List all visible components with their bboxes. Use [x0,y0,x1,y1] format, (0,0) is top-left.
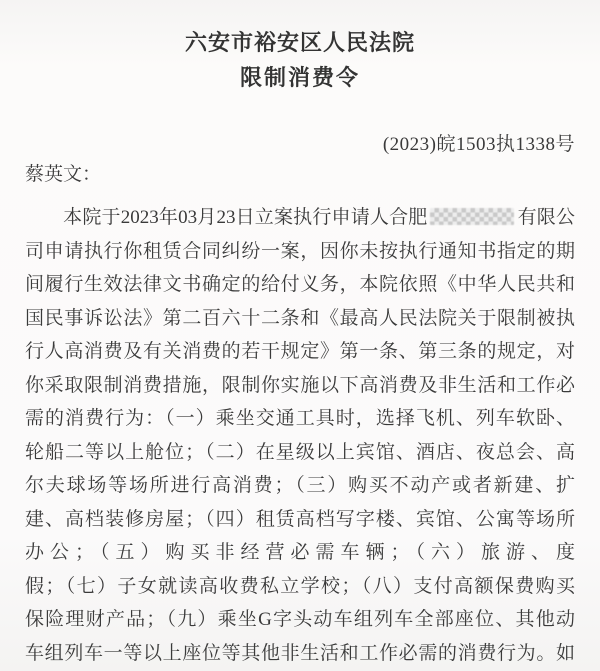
body-line: 行人高消费及有关消费的若干规定》第一条、第三条的规定，对 [25,341,575,362]
body-line: 你采取限制消费措施，限制你实施以下高消费及非生活和工作必 [25,374,575,396]
body-first-line-post: 有限公 [517,207,575,228]
body-paragraph [25,201,575,670]
body-line: 需的消费行为：（一）乘坐交通工具时，选择飞机、列车软卧、 [25,408,575,429]
body-line: 假；（七）子女就读高收费私立学校；（八）支付高额保费购买 [25,575,575,597]
document-title: 限制消费令 [239,65,360,90]
body-line: 国民事诉讼法》第二百六十二条和《最高人民法院关于限制被执 [25,307,575,329]
body-lines [25,235,575,671]
addressee-name: 蔡英文： [25,164,102,185]
court-name: 六安市裕安区人民法院 [184,30,415,55]
body-line: 轮船二等以上舱位；（二）在星级以上宾馆、酒店、夜总会、高 [25,441,575,463]
body-line: 保险理财产品；（九）乘坐G字头动车组列车全部座位、其他动 [25,609,575,630]
body-line: 尔夫球场等场所进行高消费；（三）购买不动产或者新建、扩 [25,475,575,496]
body-line-first [25,201,575,235]
body-line: 车组列车一等以上座位等其他非生活和工作必需的消费行为。如 [25,642,575,664]
body-line: 司申请执行你租赁合同纠纷一案，因你未按执行通知书指定的期 [25,240,575,262]
body-first-line-pre: 本院于2023年03月23日立案执行申请人合肥 [63,207,428,228]
body-line: 建、高档装修房屋；（四）租赁高档写字楼、宾馆、公寓等场所 [25,508,575,530]
case-number: (2023)皖1503执1338号 [382,134,575,155]
body-line: 办公；（五）购买非经营必需车辆；（六）旅游、度 [25,542,575,563]
body-line: 间履行生效法律文书确定的给付义务，本院依照《中华人民共和 [25,274,575,295]
redacted-company-name [430,208,514,225]
